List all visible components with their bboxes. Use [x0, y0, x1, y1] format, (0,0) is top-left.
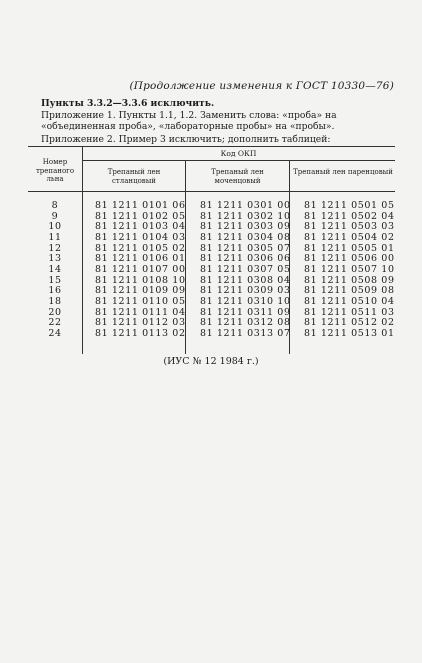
code-mochencovyi: 81 1211 0301 00 [200, 200, 291, 211]
code-stlancovyi: 81 1211 0102 05 [95, 210, 186, 222]
code-mochencovyi: 81 1211 0302 10 [200, 210, 291, 222]
row-flax-number: 18 [48, 295, 62, 307]
code-stlancovyi: 81 1211 0108 10 [95, 274, 186, 286]
code-stlancovyi: 81 1211 0106 01 [95, 253, 186, 265]
code-mochencovyi: 81 1211 0305 07 [200, 242, 291, 254]
header-bottom-rule [28, 191, 395, 192]
code-parencovyi: 81 1211 0512 02 [304, 317, 395, 329]
row-flax-number: 16 [48, 285, 62, 297]
header-retted-water: Трепаный лен моченцовый [211, 168, 264, 185]
code-stlancovyi: 81 1211 0111 04 [95, 306, 186, 318]
row-flax-number: 13 [48, 253, 62, 265]
header-retted-dew: Трепаный лен стланцовый [107, 168, 161, 185]
code-parencovyi: 81 1211 0510 04 [304, 295, 395, 307]
paragraph-appendix-2: Приложение 2. Пример 3 исключить; дополнить таблицей: [41, 134, 331, 145]
table-column-divider [82, 146, 83, 354]
code-header-rule [82, 160, 395, 161]
code-parencovyi: 81 1211 0509 08 [304, 285, 395, 297]
code-stlancovyi: 81 1211 0103 04 [95, 221, 186, 233]
code-stlancovyi: 81 1211 0105 02 [95, 242, 186, 254]
paragraph-appendix-1: Приложение 1. Пункты 1.1, 1.2. Заменить слова: «проба» на «объединенная проба», «лабораторные пробы» на «пробы». [41, 110, 337, 132]
code-mochencovyi: 81 1211 0310 10 [200, 295, 291, 307]
code-parencovyi: 81 1211 0506 00 [304, 253, 395, 265]
code-mochencovyi: 81 1211 0311 09 [200, 306, 291, 318]
header-flax-number: Номер трепаного льна [35, 158, 75, 183]
code-mochencovyi: 81 1211 0307 05 [200, 263, 291, 275]
code-parencovyi: 81 1211 0502 04 [304, 210, 395, 222]
code-parencovyi: 81 1211 0508 09 [304, 274, 395, 286]
paragraph-items-excluded: Пункты 3.3.2—3.3.6 исключить. [41, 98, 215, 109]
row-flax-number: 15 [48, 274, 62, 286]
code-mochencovyi: 81 1211 0304 08 [200, 231, 291, 243]
code-mochencovyi: 81 1211 0313 07 [200, 327, 291, 339]
code-parencovyi: 81 1211 0501 05 [304, 200, 395, 211]
row-flax-number: 9 [51, 210, 59, 222]
code-mochencovyi: 81 1211 0306 06 [200, 253, 291, 265]
row-flax-number: 24 [48, 327, 62, 339]
row-flax-number: 8 [51, 200, 59, 211]
row-flax-number: 12 [48, 242, 62, 254]
code-stlancovyi: 81 1211 0107 00 [95, 263, 186, 275]
code-stlancovyi: 81 1211 0104 03 [95, 231, 186, 243]
code-stlancovyi: 81 1211 0113 02 [95, 327, 186, 339]
code-stlancovyi: 81 1211 0112 03 [95, 317, 186, 329]
code-stlancovyi: 81 1211 0109 09 [95, 285, 186, 297]
code-parencovyi: 81 1211 0504 02 [304, 231, 395, 243]
row-flax-number: 10 [48, 221, 62, 233]
code-mochencovyi: 81 1211 0308 04 [200, 274, 291, 286]
row-flax-number: 11 [48, 231, 62, 243]
code-stlancovyi: 81 1211 0101 06 [95, 200, 186, 211]
footer-source: (ИУС № 12 1984 г.) [163, 356, 259, 367]
code-parencovyi: 81 1211 0505 01 [304, 242, 395, 254]
row-flax-number: 20 [48, 306, 62, 318]
row-flax-number: 22 [48, 317, 62, 329]
table-top-rule [28, 146, 395, 147]
header-okp-code: Код ОКП [220, 149, 257, 158]
okp-code-table [28, 146, 395, 354]
continuation-header: (Продолжение изменения к ГОСТ 10330—76) [129, 80, 394, 92]
code-mochencovyi: 81 1211 0303 09 [200, 221, 291, 233]
code-mochencovyi: 81 1211 0312 08 [200, 317, 291, 329]
code-parencovyi: 81 1211 0511 03 [304, 306, 395, 318]
header-retted-steam: Трепаный лен паренцовый [293, 168, 393, 176]
code-parencovyi: 81 1211 0503 03 [304, 221, 395, 233]
code-stlancovyi: 81 1211 0110 05 [95, 295, 186, 307]
row-flax-number: 14 [48, 263, 62, 275]
code-mochencovyi: 81 1211 0309 03 [200, 285, 291, 297]
code-parencovyi: 81 1211 0513 01 [304, 327, 395, 339]
code-parencovyi: 81 1211 0507 10 [304, 263, 395, 275]
